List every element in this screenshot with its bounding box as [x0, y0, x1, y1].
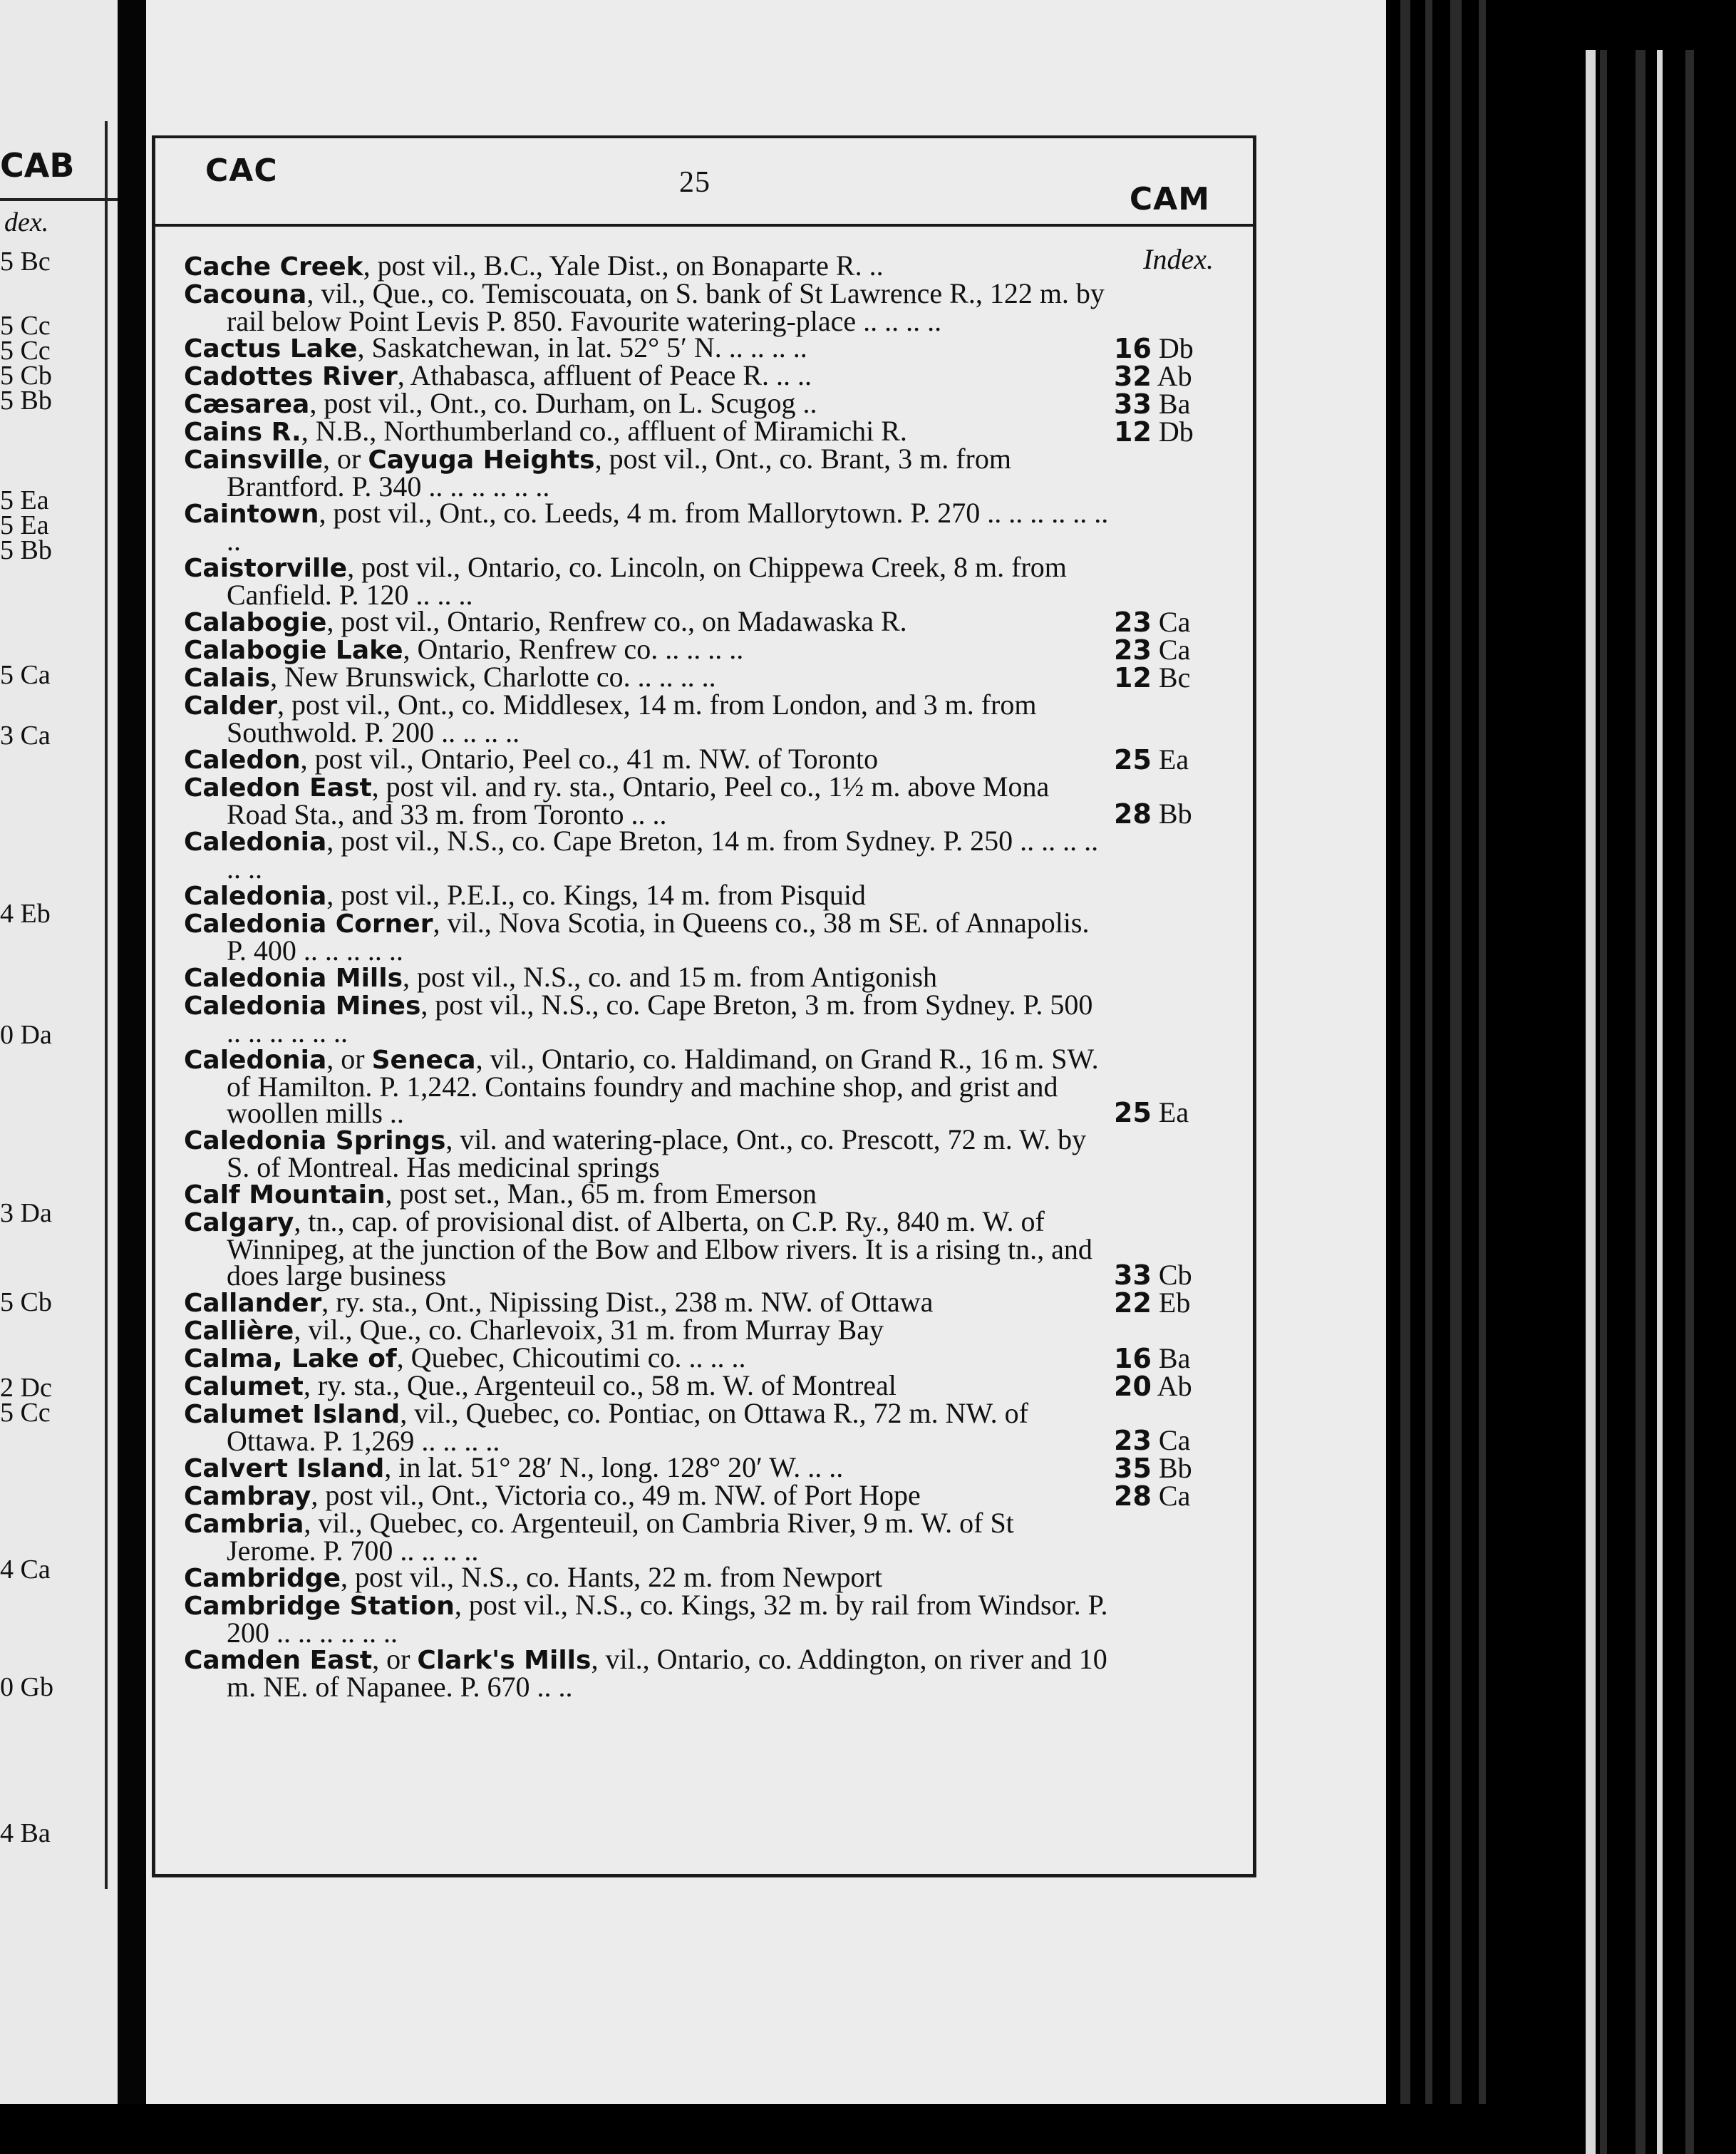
entry-text: , post vil., N.S., co. Cape Breton, 3 m. from Sydney. P. 500 .. .. .. .. .. ..: [227, 989, 1093, 1048]
left-header-rule: [0, 198, 118, 201]
entry-map-index: 16 Ba: [1114, 1342, 1191, 1374]
entry-text: , post vil., Ont., co. Middlesex, 14 m. from London, and 3 m. from Southwold. P. 200 .. .. .. ..: [227, 689, 1037, 748]
entry-text: , vil., Que., co. Temiscouata, on S. bank of St Lawrence R., 122 m. by rail below Point Levis P. 850. Favourite watering-place .. .. .. ..: [227, 277, 1105, 337]
entry-alt-name: Cayuga Heights: [368, 445, 595, 475]
entry-name: Calumet Island: [184, 1400, 401, 1429]
entry-name: Caledonia Mines: [184, 991, 421, 1021]
entry-name: Cambridge Station: [184, 1592, 455, 1621]
entry-row: [184, 825, 1239, 885]
entry-row: [184, 1561, 1239, 1593]
left-index-item: 5 Bc: [0, 247, 51, 277]
entry-name: Calma, Lake of: [184, 1344, 397, 1374]
entry-text: , vil., Quebec, co. Pontiac, on Ottawa R., 72 m. NW. of Ottawa. P. 1,269 .. .. .. ..: [227, 1397, 1028, 1457]
entry-name: Calumet: [184, 1372, 304, 1401]
entry-text: , post vil., N.S., co. and 15 m. from Antigonish: [403, 961, 938, 993]
entry-map-index: 28 Bb: [1114, 798, 1192, 830]
entry-alt-name: Seneca: [371, 1046, 476, 1075]
entry-text: , post vil., Ont., co. Durham, on L. Scugog ..: [309, 387, 817, 419]
entry-name: Caledonia Mills: [184, 964, 403, 993]
entry-map-index: 23 Ca: [1114, 634, 1191, 666]
left-index-item: 5 Cb: [0, 1287, 52, 1317]
entry-text: , in lat. 51° 28′ N., long. 128° 20′ W. .. ..: [384, 1451, 844, 1483]
entry-map-index: 33 Cb: [1114, 1259, 1192, 1291]
entry-name: Calgary: [184, 1208, 294, 1237]
entry-row: [184, 1123, 1239, 1183]
left-index-item: 4 Eb: [0, 899, 51, 929]
entry-row: [184, 743, 1239, 775]
entry-row: [184, 1316, 1239, 1344]
entry-text-continued: , vil., Ontario, co. Haldimand, on Grand R., 16 m. SW. of Hamilton. P. 1,242. Contains foundry and machine shop, and grist and woollen mills ..: [227, 1043, 1099, 1129]
entry-text: , tn., cap. of provisional dist. of Alberta, on C.P. Ry., 840 m. W. of Winnipeg, at the junction of the Bow and Elbow rivers. It is a rising tn., and does large business: [227, 1205, 1092, 1292]
left-index-item: 2 Dc: [0, 1373, 52, 1403]
entry-text: , Athabasca, affluent of Peace R. .. ..: [397, 359, 812, 391]
left-index-item: 0 Da: [0, 1020, 52, 1050]
left-index-item: 5 Ea: [0, 510, 49, 540]
entry-map-index: 12 Db: [1114, 416, 1194, 448]
entry-row: [184, 961, 1239, 993]
left-index-item: 5 Ea: [0, 485, 49, 515]
header-rule: [155, 224, 1253, 227]
entry-name: Cache Creek: [184, 252, 363, 282]
entry-text: , or: [326, 1043, 372, 1075]
entry-name: Callander: [184, 1289, 322, 1318]
entry-text: , vil., Nova Scotia, in Queens co., 38 m SE. of Annapolis. P. 400 .. .. .. .. ..: [227, 907, 1090, 967]
entry-row: [184, 1180, 1239, 1208]
left-index-item: 5 Cc: [0, 1398, 51, 1428]
entry-row: [184, 415, 1239, 448]
entry-row: [184, 277, 1239, 337]
entry-name: Caledonia Corner: [184, 909, 433, 939]
entry-row: [184, 1643, 1239, 1703]
entry-row: [184, 1479, 1239, 1512]
index-column-label: Index.: [1143, 243, 1214, 275]
entry-row: [184, 1341, 1239, 1374]
entry-alt-name: Clark's Mills: [417, 1646, 591, 1675]
entry-text: , vil., Quebec, co. Argenteuil, on Cambria River, 9 m. W. of St Jerome. P. 700 .. .. .. ..: [227, 1507, 1014, 1567]
entry-row: [184, 551, 1239, 611]
entry-text: , N.B., Northumberland co., affluent of Miramichi R.: [301, 415, 907, 447]
entry-row: [184, 1205, 1239, 1292]
running-head-right: CAM: [1129, 181, 1210, 217]
entry-row: [184, 331, 1239, 364]
entry-map-index: 35 Bb: [1114, 1452, 1192, 1484]
entry-row: [184, 1369, 1239, 1402]
entry-text: , post vil., Ont., co. Leeds, 4 m. from Mallorytown. P. 270 .. .. .. .. .. .. ..: [227, 497, 1109, 557]
entry-name: Cambria: [184, 1510, 304, 1539]
page-number: 25: [679, 166, 711, 199]
entry-name: Cainsville: [184, 445, 324, 475]
left-index-item: 5 Cc: [0, 311, 51, 341]
entry-name: Cacouna: [184, 280, 307, 309]
left-index-item: 5 Cc: [0, 336, 51, 366]
entry-name: Cambridge: [184, 1564, 341, 1593]
entry-text: , post vil., P.E.I., co. Kings, 14 m. from Pisquid: [326, 879, 866, 911]
entry-text: , ry. sta., Que., Argenteuil co., 58 m. W. of Montreal: [303, 1369, 897, 1401]
entry-name: Caledon East: [184, 773, 372, 803]
entry-text: , post set., Man., 65 m. from Emerson: [385, 1178, 817, 1210]
entry-name: Caledonia: [184, 828, 327, 857]
entry-map-index: 12 Bc: [1114, 661, 1191, 694]
entry-name: Callière: [184, 1316, 294, 1346]
left-index-item: 3 Ca: [0, 721, 51, 751]
entry-name: Cæsarea: [184, 390, 310, 419]
left-index-item: 0 Gb: [0, 1672, 53, 1702]
entry-map-index: 32 Ab: [1114, 360, 1192, 392]
entry-name: Caledonia Springs: [184, 1126, 446, 1155]
book-edges: [1386, 0, 1736, 2104]
entry-map-index: 23 Ca: [1114, 606, 1191, 638]
entry-row: [184, 1397, 1239, 1457]
entry-row: [184, 991, 1239, 1046]
entry-row: [184, 879, 1239, 911]
entry-text: , vil. and watering-place, Ont., co. Prescott, 72 m. W. by S. of Montreal. Has medicinal springs: [227, 1123, 1087, 1183]
entry-text-continued: , post vil., Ont., co. Brant, 3 m. from Brantford. P. 340 .. .. .. .. .. ..: [227, 443, 1011, 503]
entry-map-index: 16 Db: [1114, 332, 1194, 364]
running-head-left: CAC: [205, 153, 278, 189]
left-index-item: 5 Bb: [0, 386, 52, 416]
entry-name: Caledon: [184, 746, 301, 775]
entry-text: , or: [323, 443, 368, 475]
entry-map-index: 22 Eb: [1114, 1287, 1191, 1319]
entry-text: , post vil., Ontario, co. Lincoln, on Chippewa Creek, 8 m. from Canfield. P. 120 .. .. ..: [227, 551, 1067, 611]
entry-text: , New Brunswick, Charlotte co. .. .. .. ..: [270, 661, 716, 693]
left-page-fragment: [0, 0, 118, 2104]
entry-row: [184, 1589, 1239, 1649]
left-frame-rule: [105, 121, 108, 1889]
entry-map-index: 33 Ba: [1114, 388, 1191, 420]
entry-row: [184, 387, 1239, 420]
entry-name: Cains R.: [184, 418, 301, 447]
entry-row: [184, 359, 1239, 392]
entry-name: Caintown: [184, 500, 319, 529]
entry-name: Calder: [184, 691, 277, 721]
entry-row: [184, 633, 1239, 666]
entry-text: , post vil., N.S., co. Kings, 32 m. by rail from Windsor. P. 200 .. .. .. .. .. ..: [227, 1589, 1108, 1649]
entry-text: , Saskatchewan, in lat. 52° 5′ N. .. .. .. ..: [357, 331, 807, 364]
entry-map-index: 25 Ea: [1114, 1096, 1189, 1128]
entry-name: Calabogie: [184, 608, 327, 637]
entry-text: , post vil., Ontario, Peel co., 41 m. NW. of Toronto: [300, 743, 879, 775]
entry-text: , post vil., N.S., co. Cape Breton, 14 m. from Sydney. P. 250 .. .. .. .. .. ..: [227, 825, 1099, 885]
entry-text: , vil., Que., co. Charlevoix, 31 m. from Murray Bay: [294, 1314, 884, 1346]
entry-text-continued: , vil., Ontario, co. Addington, on river and 10 m. NE. of Napanee. P. 670 .. ..: [227, 1643, 1107, 1703]
gazetteer-entries: [184, 249, 1239, 1703]
entry-row: [184, 661, 1239, 694]
entry-text: , post vil., Ont., Victoria co., 49 m. NW. of Port Hope: [311, 1479, 921, 1511]
page-frame: [152, 135, 1256, 1877]
left-index-label: dex.: [4, 207, 49, 237]
entry-map-index: 23 Ca: [1114, 1424, 1191, 1456]
left-index-item: 5 Bb: [0, 535, 52, 565]
left-running-head: CAB: [0, 146, 75, 185]
entry-text: , Ontario, Renfrew co. .. .. .. ..: [403, 633, 744, 665]
entry-text: , or: [372, 1643, 418, 1675]
entry-row: [184, 1507, 1239, 1567]
entry-row: [184, 443, 1239, 503]
entry-map-index: 28 Ca: [1114, 1480, 1191, 1512]
entry-name: Calf Mountain: [184, 1180, 386, 1210]
entry-row: [184, 907, 1239, 967]
entry-row: [184, 1451, 1239, 1484]
entry-name: Caistorville: [184, 554, 348, 583]
entry-text: , post vil., B.C., Yale Dist., on Bonaparte R. ..: [363, 249, 884, 282]
left-index-item: 4 Ba: [0, 1818, 51, 1848]
entry-row: [184, 497, 1239, 557]
left-index-item: 4 Ca: [0, 1555, 51, 1584]
entry-row: [184, 1043, 1239, 1129]
entry-text: , Quebec, Chicoutimi co. .. .. ..: [396, 1341, 746, 1374]
entry-name: Caledonia: [184, 882, 327, 911]
directory-page: [146, 0, 1386, 2104]
entry-row: [184, 691, 1239, 746]
entry-row: [184, 249, 1239, 282]
entry-name: Cactus Lake: [184, 334, 358, 364]
entry-text: , post vil., N.S., co. Hants, 22 m. from Newport: [341, 1561, 882, 1593]
entry-row: [184, 605, 1239, 638]
entry-name: Calais: [184, 664, 271, 693]
entry-name: Cambray: [184, 1482, 311, 1511]
entry-map-index: 25 Ea: [1114, 743, 1189, 775]
book-spine: [118, 0, 146, 2104]
left-index-item: 3 Da: [0, 1198, 52, 1228]
entry-name: Calabogie Lake: [184, 636, 403, 665]
entry-text: , post vil. and ry. sta., Ontario, Peel co., 1½ m. above Mona Road Sta., and 33 m. from Toronto .. ..: [227, 771, 1050, 830]
left-index-item: 5 Cb: [0, 361, 52, 391]
entry-row: [184, 1286, 1239, 1319]
entry-text: , post vil., Ontario, Renfrew co., on Madawaska R.: [326, 605, 907, 637]
entry-name: Cadottes River: [184, 362, 398, 391]
entry-map-index: 20 Ab: [1114, 1370, 1192, 1402]
left-index-item: 5 Ca: [0, 660, 51, 690]
entry-text: , ry. sta., Ont., Nipissing Dist., 238 m. NW. of Ottawa: [321, 1286, 934, 1318]
entry-name: Camden East: [184, 1646, 373, 1675]
entry-row: [184, 773, 1239, 828]
entry-name: Calvert Island: [184, 1454, 385, 1483]
entry-name: Caledonia: [184, 1046, 327, 1075]
